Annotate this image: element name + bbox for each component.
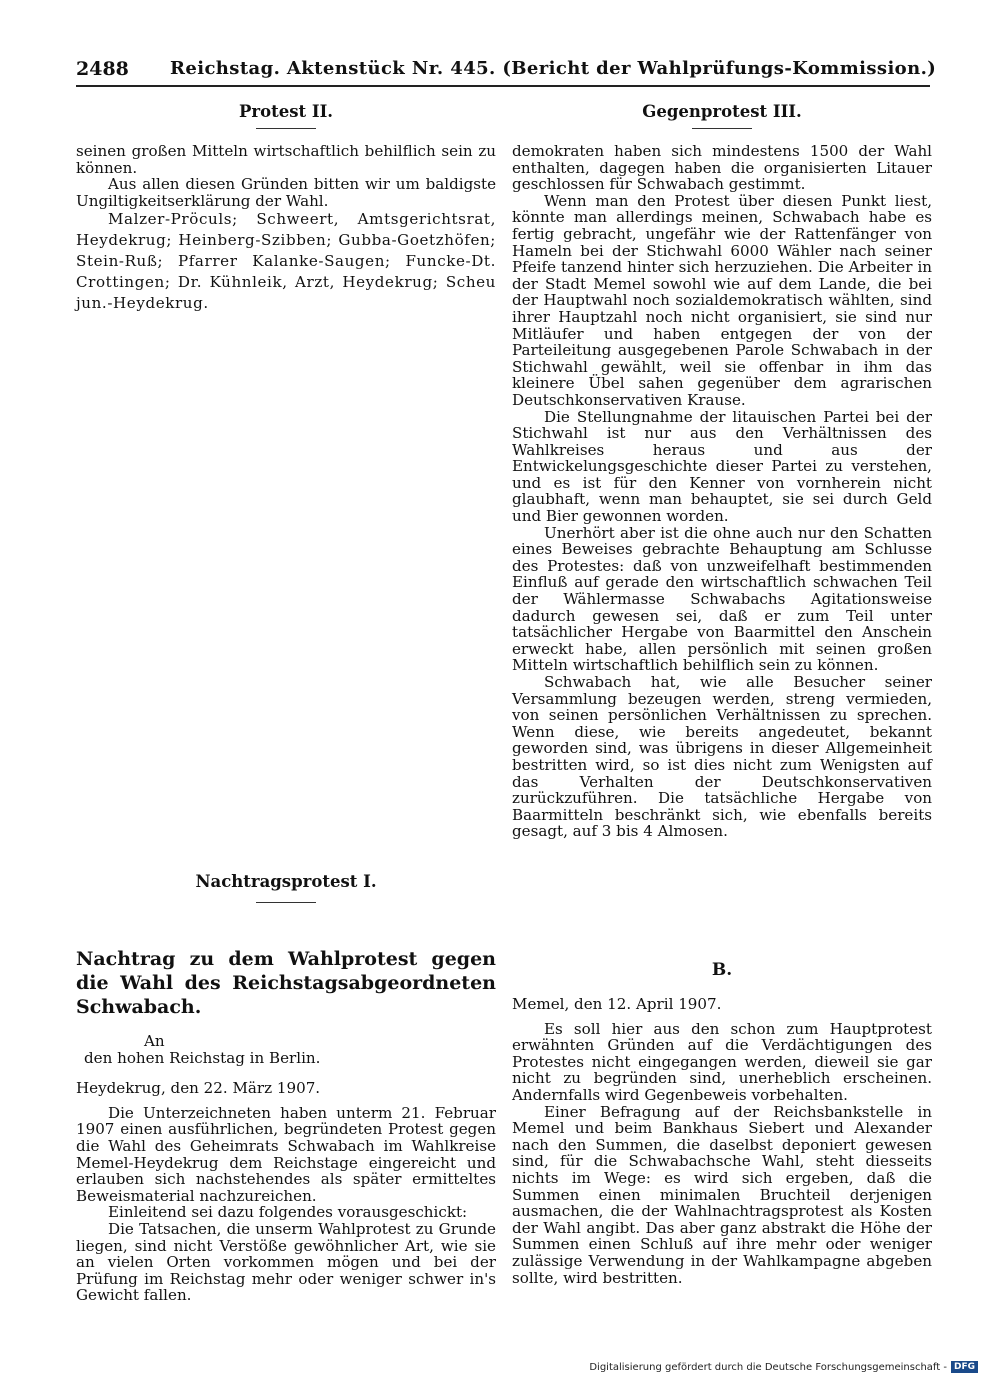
- paragraph: Unerhört aber ist die ohne auch nur den Schatten eines Beweises gebrachte Behauptung am Schlusse des Protestes: daß von unzweifelhaft bestimmenden Einfluß auf gerade den wirtschaftlich schwachen Teil der Wählermasse Schwabachs Agitationsweise dadurch gewesen sei, daß er zum Teil unter tatsächlicher Hergabe von Baarmittel den Anschein erweckt habe, allen persönlich mit seinen großen Mitteln wirtschaftlich behilflich sein zu können.: [512, 523, 932, 675]
- signatories: Malzer-Pröculs; Schweert, Amtsgerichtsrat, Heydekrug; Heinberg-Szibben; Gubba-Goetzhöfen; Stein-Ruß; Pfarrer Kalanke-Saugen; Funcke-Dt. Crottingen; Dr. Kühnleik, Arzt, Heydekrug; Scheu jun.-Heydekrug.: [76, 210, 496, 313]
- page-number: 2488: [76, 58, 129, 80]
- protest-heading: Protest II.: [238, 102, 334, 121]
- paragraph: Die Tatsachen, die unserm Wahlprotest zu Grunde liegen, sind nicht Verstöße gewöhnlicher Art, wie sie an vielen Orten vorkommen mögen und bei der Prüfung im Reichstag mehr oder weniger schwer in's Gewicht fallen.: [76, 1219, 496, 1305]
- paragraph: Wenn man den Protest über diesen Punkt liest, könnte man allerdings meinen, Schwabach habe es fertig gebracht, ungefähr wie der Rattenfänger von Hameln bei der Stichwahl 6000 Wähler nach seiner Pfeife tanzend hinter sich herzuziehen. Die Arbeiter in der Stadt Memel sowohl wie auf dem Lande, die bei der Hauptwahl noch sozialdemokratisch wählten, sind ihrer Hauptzahl noch nicht organisiert, sie sind nur Mitläufer und haben entgegen der von der Parteileitung ausgegebenen Parole Schwabach in der Stichwahl gewählt, weil sie offenbar in ihm das kleinere Übel sahen gegenüber dem agrarischen Deutschkonservativen Krause.: [512, 191, 932, 409]
- paragraph: Die Stellungnahme der litauischen Partei bei der Stichwahl ist nur aus den Verhältnissen des Wahlkreises heraus und aus der Entwickelungsgeschichte dieser Partei zu verstehen, und es ist für den Kenner von vornherein nicht glaubhaft, wenn man behauptet, sie sei durch Geld und Bier gewonnen worden.: [512, 407, 932, 526]
- dateline: Heydekrug, den 22. März 1907.: [76, 1079, 321, 1098]
- address-an: An: [144, 1032, 165, 1050]
- paragraph: Einleitend sei dazu folgendes vorausgeschickt:: [108, 1203, 468, 1222]
- credit-text: Digitalisierung gefördert durch die Deutsche Forschungsgemeinschaft -: [589, 1361, 947, 1373]
- paragraph: Schwabach hat, wie alle Besucher seiner Versammlung bezeugen werden, streng vermieden, von seinen persönlichen Verhältnissen zu sprechen. Wenn diese, wie bereits angedeutet, bekannt geworden sind, was übrigens in dieser Allgemeinheit bestritten wird, so ist dies nicht zum Wenigsten auf das Verhalten der Deutschkonservativen zurückzuführen. Die tatsächliche Hergabe von Baarmitteln beschränkt sich, wie ebenfalls bereits gesagt, auf 3 bis 4 Almosen.: [512, 673, 932, 841]
- address-recipient: den hohen Reichstag in Berlin.: [84, 1048, 321, 1067]
- paragraph: Die Unterzeichneten haben unterm 21. Februar 1907 einen ausführlichen, begründeten Protest gegen die Wahl des Geheimrats Schwabach im Wahlkreise Memel-Heydekrug dem Reichstage eingereicht und erlauben sich nachstehendes als später ermitteltes Beweismaterial nachzureichen.: [76, 1103, 496, 1205]
- running-head: Reichstag. Aktenstück Nr. 445. (Bericht der Wahlprüfungs-Kommission.): [170, 58, 937, 79]
- nachtrag-title: Nachtrag zu dem Wahlprotest gegen die Wahl des Reichstagsabgeordneten Schwabach.: [76, 948, 496, 1018]
- paragraph: Aus allen diesen Gründen bitten wir um baldigste Ungiltigkeitserklärung der Wahl.: [76, 175, 496, 210]
- right-column-upper: [512, 102, 932, 840]
- gegenprotest-heading: Gegenprotest III.: [642, 102, 802, 121]
- paragraph: demokraten haben sich mindestens 1500 der Wahl enthalten, dagegen haben die organisierten Litauer geschlossen für Schwabach gestimmt.: [512, 142, 932, 194]
- right-column-lower: [512, 960, 932, 1286]
- digitization-credit: [589, 1361, 978, 1373]
- dfg-logo: DFG: [951, 1361, 978, 1373]
- nachtrag-heading: Nachtragsprotest I.: [195, 872, 377, 891]
- left-column-lower: [76, 872, 496, 1304]
- dateline: Memel, den 12. April 1907.: [512, 995, 722, 1013]
- header-rule: [76, 85, 930, 87]
- left-column-upper: [76, 102, 496, 314]
- paragraph: Es soll hier aus den schon zum Hauptprotest erwähnten Gründen auf die Verdächtigungen des Protestes nicht eingegangen werden, dieweil sie gar nicht zu begründen sind, unerheblich erscheinen. Andernfalls wird Gegenbeweis vorbehalten.: [512, 1019, 932, 1104]
- paragraph: Einer Befragung auf der Reichsbankstelle in Memel und beim Bankhaus Siebert und Alexander nach den Summen, die daselbst deponiert gewesen sind, für die Schwabachsche Wahl, steht diesseits nichts im Wege: es wird sich ergeben, daß die Summen einen minimalen Bruchteil derjenigen ausmachen, die der Wahlnachtragsprotest als Kosten der Wahl angibt. Das aber ganz abstrakt die Höhe der Summen einen Schluß auf ihre mehr oder weniger zulässige Verwendung in der Wahlkampagne abgeben sollte, wird bestritten.: [512, 1102, 932, 1287]
- paragraph: seinen großen Mitteln wirtschaftlich behilflich sein zu können.: [76, 142, 496, 177]
- section-b-heading: B.: [711, 960, 733, 980]
